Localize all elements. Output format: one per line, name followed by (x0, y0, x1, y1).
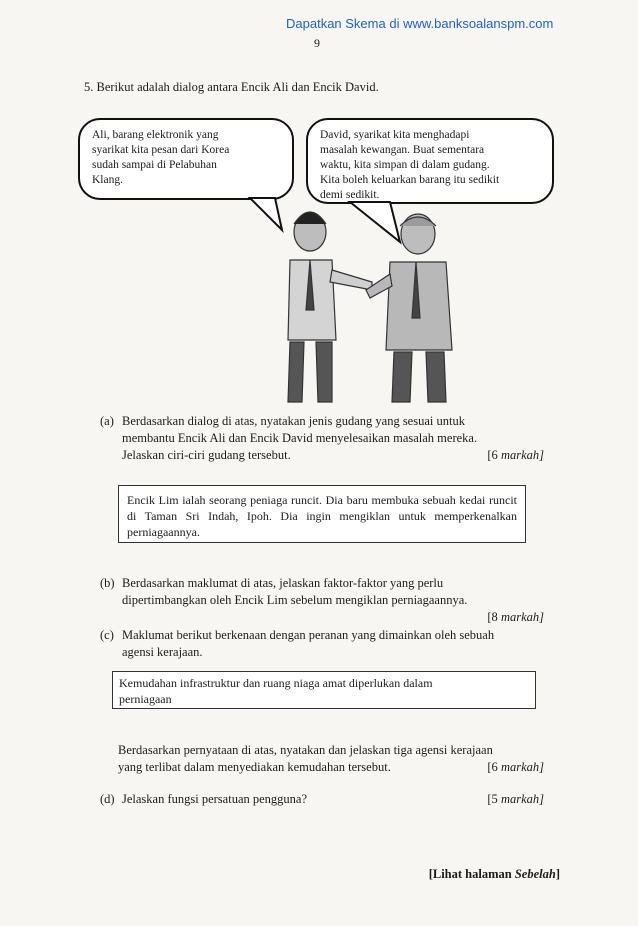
question-intro (84, 80, 379, 95)
bubble-line: David, syarikat kita menghadapi (320, 129, 470, 141)
part-line: Maklumat berikut berkenaan dengan peranan yang dimainkan oleh sebuah (122, 628, 495, 642)
question-intro-text: Berikut adalah dialog antara Encik Ali dan Encik David. (96, 80, 379, 94)
page-footer: [Lihat halaman Sebelah] (428, 867, 560, 881)
part-line: agensi kerajaan. (122, 645, 203, 659)
part-label: (a) (100, 414, 114, 428)
header-link[interactable]: Dapatkan Skema di www.banksoalanspm.com (286, 16, 554, 31)
bubble-line: masalah kewangan. Buat sementara (320, 144, 485, 156)
part-line: Berdasarkan maklumat di atas, jelaskan faktor-faktor yang perlu (122, 576, 444, 590)
box-line: Kemudahan infrastruktur dan ruang niaga amat diperlukan dalam (119, 676, 433, 690)
agency-statement-box (112, 671, 536, 709)
man-figure-left (288, 212, 372, 402)
part-line: Jelaskan ciri-ciri gudang tersebut. (122, 448, 291, 462)
bubble-line: syarikat kita pesan dari Korea (92, 144, 230, 156)
part-d (100, 791, 544, 808)
speech-bubble-ali (78, 118, 294, 200)
man-figure-right (366, 214, 452, 402)
part-label: (d) (100, 792, 115, 806)
page-number: 9 (314, 36, 320, 50)
box-line: perniagaan (119, 692, 172, 706)
bubble-line: Ali, barang elektronik yang (92, 129, 219, 141)
part-line: yang terlibat dalam menyediakan kemudahan tersebut. (118, 760, 391, 774)
dialog-illustration (240, 190, 480, 405)
marks-label: [6 markah] (487, 760, 544, 774)
scenario-box-encik-lim: Encik Lim ialah seorang peniaga runcit. Dia baru membuka sebuah kedai runcit di Taman Sri Indah, Ipoh. Dia ingin mengiklan untuk memperkenalkan perniagaannya. (118, 485, 526, 543)
question-number: 5. (84, 80, 94, 94)
marks-label: [8 markah] (487, 610, 544, 624)
part-b (100, 575, 544, 626)
part-a (100, 413, 544, 464)
part-label: (b) (100, 576, 115, 590)
marks-label: [5 markah] (487, 792, 544, 806)
part-line: dipertimbangkan oleh Encik Lim sebelum mengiklan perniagaannya. (122, 593, 468, 607)
part-line: Jelaskan fungsi persatuan pengguna? (122, 792, 308, 806)
part-label: (c) (100, 628, 114, 642)
bubble-tail-right (350, 202, 400, 242)
part-line: Berdasarkan dialog di atas, nyatakan jenis gudang yang sesuai untuk (122, 414, 465, 428)
bubble-line: Klang. (92, 174, 123, 186)
bubble-tail-left (250, 198, 282, 230)
part-c (100, 627, 544, 661)
bubble-line: Kita boleh keluarkan barang itu sedikit (320, 174, 500, 186)
bubble-line: sudah sampai di Pelabuhan (92, 159, 217, 171)
part-c-followup (100, 742, 544, 776)
marks-label: [6 markah] (487, 448, 544, 462)
bubble-line: demi sedikit. (320, 189, 380, 201)
bubble-line: waktu, kita simpan di dalam gudang. (320, 159, 490, 171)
part-line: Berdasarkan pernyataan di atas, nyatakan dan jelaskan tiga agensi kerajaan (118, 743, 493, 757)
part-line: membantu Encik Ali dan Encik David menyelesaikan masalah mereka. (122, 431, 478, 445)
